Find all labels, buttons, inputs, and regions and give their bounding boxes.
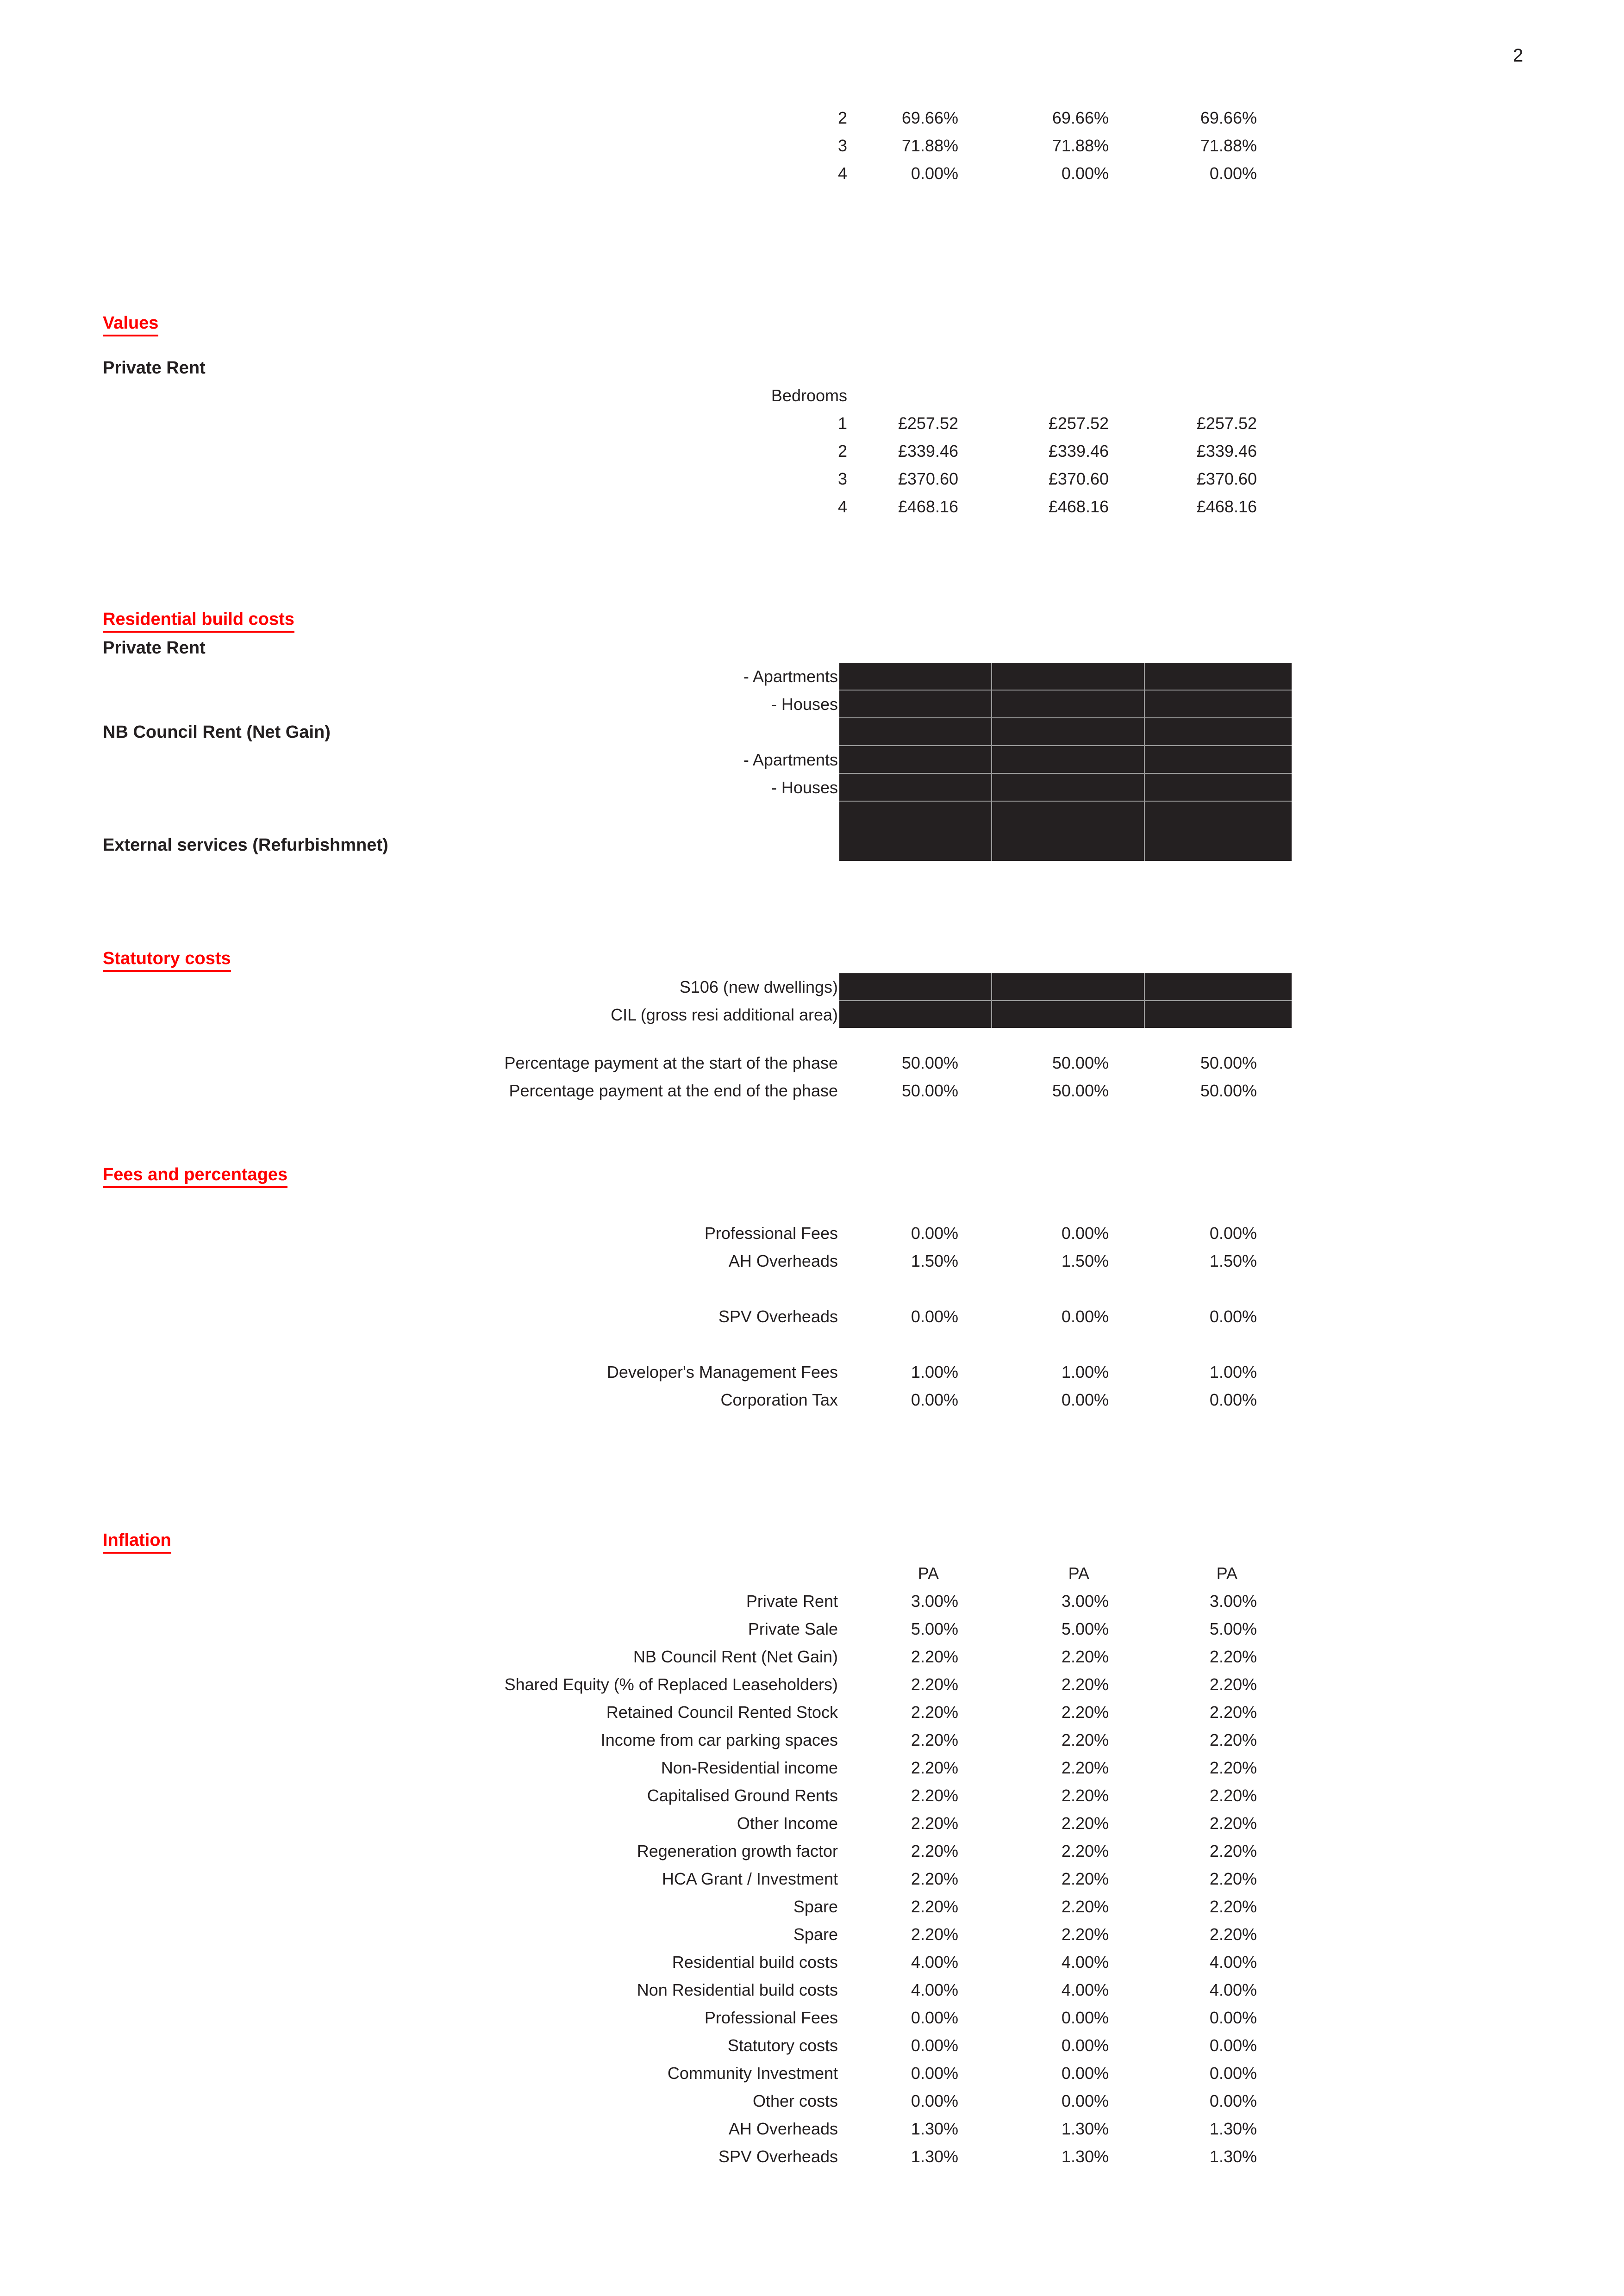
value-col-1: 0.00% bbox=[911, 2064, 958, 2083]
table-row bbox=[0, 2032, 1257, 2060]
value-col-1: £468.16 bbox=[898, 497, 958, 516]
table-row bbox=[0, 1782, 1257, 1810]
value-col-1: 3.00% bbox=[911, 1592, 958, 1611]
value-col-3: 2.20% bbox=[1209, 1703, 1257, 1722]
bedroom-number: 3 bbox=[837, 469, 847, 488]
value-col-2: 1.30% bbox=[1061, 2147, 1109, 2166]
value-col-3: £370.60 bbox=[1196, 469, 1257, 488]
bedroom-number: 2 bbox=[837, 442, 847, 460]
value-col-2: 5.00% bbox=[1061, 1619, 1109, 1638]
value-col-1: 1.00% bbox=[911, 1363, 958, 1381]
section-heading: Values bbox=[103, 313, 158, 336]
value-col-3: 0.00% bbox=[1209, 2091, 1257, 2110]
value-col-3: 2.20% bbox=[1209, 1869, 1257, 1888]
value-col-2: 0.00% bbox=[1061, 1307, 1109, 1326]
table-row bbox=[0, 2087, 1257, 2115]
value-col-3: 4.00% bbox=[1209, 1980, 1257, 1999]
row-label: - Apartments bbox=[743, 750, 838, 769]
section-heading: Residential build costs bbox=[103, 609, 294, 633]
redacted-cell bbox=[1145, 746, 1292, 773]
table-row bbox=[0, 1921, 1257, 1948]
table-row bbox=[0, 1726, 1257, 1754]
row-label: Regeneration growth factor bbox=[637, 1842, 838, 1860]
top-table bbox=[0, 104, 1257, 187]
percentage-payment-table bbox=[0, 1049, 1257, 1105]
value-col-2: 2.20% bbox=[1061, 1842, 1109, 1860]
table-row bbox=[0, 410, 1257, 437]
redacted-cell bbox=[839, 663, 991, 690]
value-col-2: 2.20% bbox=[1061, 1703, 1109, 1722]
table-row bbox=[0, 1699, 1257, 1726]
value-col-3: 0.00% bbox=[1209, 1390, 1257, 1409]
table-row bbox=[0, 1865, 1257, 1893]
row-label: HCA Grant / Investment bbox=[662, 1869, 838, 1888]
value-col-1: 2.20% bbox=[911, 1758, 958, 1777]
value-col-2: 0.00% bbox=[1061, 164, 1109, 183]
table-row bbox=[0, 493, 1257, 521]
value-col-3: 5.00% bbox=[1209, 1619, 1257, 1638]
table-row bbox=[0, 1077, 1257, 1105]
value-col-2: 4.00% bbox=[1061, 1980, 1109, 1999]
table-row bbox=[0, 1615, 1257, 1643]
row-label: Community Investment bbox=[667, 2064, 838, 2083]
value-col-3: 2.20% bbox=[1209, 1675, 1257, 1694]
row-label: SPV Overheads bbox=[718, 1307, 838, 1326]
value-col-3: 0.00% bbox=[1209, 164, 1257, 183]
row-label: Private Sale bbox=[748, 1619, 838, 1638]
row-label: NB Council Rent (Net Gain) bbox=[633, 1647, 838, 1666]
row-label: AH Overheads bbox=[728, 1251, 838, 1270]
redacted-cell bbox=[992, 746, 1144, 773]
redacted-cell bbox=[1145, 973, 1292, 1000]
table-row bbox=[0, 1837, 1257, 1865]
value-col-3: 2.20% bbox=[1209, 1647, 1257, 1666]
redacted-cell bbox=[1145, 663, 1292, 690]
value-col-3: 2.20% bbox=[1209, 1925, 1257, 1944]
redacted-cell bbox=[1145, 718, 1292, 745]
value-col-2: 0.00% bbox=[1061, 2008, 1109, 2027]
value-col-1: 71.88% bbox=[901, 136, 958, 155]
value-col-2: 1.00% bbox=[1061, 1363, 1109, 1381]
table-row bbox=[0, 160, 1257, 187]
row-label: Income from car parking spaces bbox=[600, 1730, 838, 1749]
value-col-3: 1.50% bbox=[1209, 1251, 1257, 1270]
value-col-1: 0.00% bbox=[911, 2036, 958, 2055]
table-row bbox=[0, 1587, 1257, 1615]
value-col-1: 1.50% bbox=[911, 1251, 958, 1270]
value-col-2: 2.20% bbox=[1061, 1814, 1109, 1833]
value-col-1: 0.00% bbox=[911, 2091, 958, 2110]
row-label: Other Income bbox=[737, 1814, 838, 1833]
value-col-2: 0.00% bbox=[1061, 2064, 1109, 2083]
row-label: - Apartments bbox=[743, 667, 838, 686]
value-col-3: 0.00% bbox=[1209, 2036, 1257, 2055]
row-label: Statutory costs bbox=[727, 2036, 838, 2055]
value-col-3: 1.30% bbox=[1209, 2119, 1257, 2138]
value-col-1: 2.20% bbox=[911, 1842, 958, 1860]
value-col-2: £468.16 bbox=[1048, 497, 1109, 516]
table-row bbox=[0, 132, 1257, 160]
pa-header-row bbox=[0, 1560, 1257, 1587]
redacted-cell bbox=[839, 746, 991, 773]
private-rent-subheading: Private Rent bbox=[103, 358, 206, 378]
row-label: Private Rent bbox=[746, 1592, 838, 1611]
redacted-cell bbox=[1145, 774, 1292, 801]
value-col-3: 71.88% bbox=[1200, 136, 1257, 155]
value-col-2: 2.20% bbox=[1061, 1786, 1109, 1805]
value-col-1: 4.00% bbox=[911, 1953, 958, 1972]
value-col-1: 0.00% bbox=[911, 1307, 958, 1326]
redacted-cell bbox=[839, 802, 991, 861]
nb-council-rent-label: NB Council Rent (Net Gain) bbox=[103, 722, 331, 742]
row-label: Residential build costs bbox=[672, 1953, 838, 1972]
redacted-cell bbox=[839, 774, 991, 801]
bedroom-number: 1 bbox=[837, 414, 847, 433]
value-col-1: £257.52 bbox=[898, 414, 958, 433]
table-row bbox=[0, 1303, 1257, 1331]
pa-header-1: PA bbox=[918, 1564, 939, 1583]
inflation-table bbox=[0, 1587, 1257, 2171]
value-col-1: 5.00% bbox=[911, 1619, 958, 1638]
redacted-block-residential bbox=[839, 663, 1292, 861]
value-col-1: 0.00% bbox=[911, 2008, 958, 2027]
value-col-1: 2.20% bbox=[911, 1675, 958, 1694]
value-col-3: 2.20% bbox=[1209, 1842, 1257, 1860]
value-col-2: 1.50% bbox=[1061, 1251, 1109, 1270]
page-number: 2 bbox=[1513, 45, 1524, 66]
value-col-3: 4.00% bbox=[1209, 1953, 1257, 1972]
table-row bbox=[0, 1976, 1257, 2004]
value-col-3: 2.20% bbox=[1209, 1758, 1257, 1777]
row-number: 4 bbox=[837, 164, 847, 183]
row-label: - Houses bbox=[771, 695, 838, 714]
value-col-1: 2.20% bbox=[911, 1869, 958, 1888]
row-label: Professional Fees bbox=[704, 1224, 838, 1243]
value-col-3: £257.52 bbox=[1196, 414, 1257, 433]
external-services-label: External services (Refurbishmnet) bbox=[103, 835, 388, 855]
value-col-3: 2.20% bbox=[1209, 1786, 1257, 1805]
value-col-3: £339.46 bbox=[1196, 442, 1257, 460]
redacted-cell bbox=[1145, 1001, 1292, 1028]
row-label: Non-Residential income bbox=[661, 1758, 838, 1777]
bedroom-number: 4 bbox=[837, 497, 847, 516]
value-col-3: 1.30% bbox=[1209, 2147, 1257, 2166]
redacted-cell bbox=[992, 691, 1144, 717]
row-label: Percentage payment at the start of the phase bbox=[504, 1053, 838, 1072]
table-row bbox=[0, 2060, 1257, 2087]
redacted-cell bbox=[1145, 691, 1292, 717]
value-col-1: 50.00% bbox=[901, 1081, 958, 1100]
value-col-3: 0.00% bbox=[1209, 1307, 1257, 1326]
value-col-3: 50.00% bbox=[1200, 1081, 1257, 1100]
value-col-2: £339.46 bbox=[1048, 442, 1109, 460]
redacted-cell bbox=[992, 663, 1144, 690]
value-col-1: 0.00% bbox=[911, 1390, 958, 1409]
row-label: Spare bbox=[793, 1897, 838, 1916]
row-label: S106 (new dwellings) bbox=[679, 977, 838, 996]
value-col-3: 3.00% bbox=[1209, 1592, 1257, 1611]
value-col-1: 2.20% bbox=[911, 1786, 958, 1805]
row-label: Capitalised Ground Rents bbox=[647, 1786, 838, 1805]
table-row bbox=[0, 1643, 1257, 1671]
value-col-2: 0.00% bbox=[1061, 2036, 1109, 2055]
value-col-1: 2.20% bbox=[911, 1897, 958, 1916]
row-label: Corporation Tax bbox=[720, 1390, 838, 1409]
row-label: Developer's Management Fees bbox=[606, 1363, 838, 1381]
value-col-1: £339.46 bbox=[898, 442, 958, 460]
value-col-2: 0.00% bbox=[1061, 1390, 1109, 1409]
redacted-cell bbox=[992, 802, 1144, 861]
value-col-2: 71.88% bbox=[1052, 136, 1109, 155]
value-col-3: 2.20% bbox=[1209, 1897, 1257, 1916]
value-col-2: 2.20% bbox=[1061, 1897, 1109, 1916]
value-col-2: 3.00% bbox=[1061, 1592, 1109, 1611]
value-col-2: 0.00% bbox=[1061, 2091, 1109, 2110]
row-label: Spare bbox=[793, 1925, 838, 1944]
value-col-3: £468.16 bbox=[1196, 497, 1257, 516]
values-heading bbox=[103, 313, 158, 336]
redacted-cell bbox=[839, 691, 991, 717]
value-col-1: 2.20% bbox=[911, 1647, 958, 1666]
section-heading: Fees and percentages bbox=[103, 1164, 287, 1188]
table-row bbox=[0, 1386, 1257, 1414]
value-col-1: 1.30% bbox=[911, 2119, 958, 2138]
private-rent-subheading-2: Private Rent bbox=[103, 638, 206, 658]
table-row bbox=[0, 1247, 1257, 1275]
value-col-1: 0.00% bbox=[911, 164, 958, 183]
pa-header-2: PA bbox=[1068, 1564, 1089, 1583]
table-row bbox=[0, 2143, 1257, 2171]
value-col-2: 50.00% bbox=[1052, 1081, 1109, 1100]
value-col-1: 50.00% bbox=[901, 1053, 958, 1072]
redacted-cell bbox=[1145, 802, 1292, 861]
table-row bbox=[0, 1893, 1257, 1921]
fees-heading bbox=[103, 1164, 287, 1188]
row-label: Other costs bbox=[752, 2091, 838, 2110]
row-label: Shared Equity (% of Replaced Leaseholders) bbox=[504, 1675, 838, 1694]
row-label: Retained Council Rented Stock bbox=[606, 1703, 838, 1722]
fees-table bbox=[0, 1192, 1257, 1414]
value-col-3: 2.20% bbox=[1209, 1730, 1257, 1749]
table-row bbox=[0, 1049, 1257, 1077]
value-col-2: 2.20% bbox=[1061, 1675, 1109, 1694]
value-col-2: 1.30% bbox=[1061, 2119, 1109, 2138]
value-col-3: 0.00% bbox=[1209, 2008, 1257, 2027]
value-col-2: 2.20% bbox=[1061, 1730, 1109, 1749]
redacted-cell bbox=[992, 973, 1144, 1000]
value-col-1: 2.20% bbox=[911, 1814, 958, 1833]
bedrooms-table bbox=[0, 410, 1257, 521]
row-label: AH Overheads bbox=[728, 2119, 838, 2138]
section-heading: Inflation bbox=[103, 1530, 171, 1554]
value-col-2: £257.52 bbox=[1048, 414, 1109, 433]
statutory-heading bbox=[103, 948, 231, 972]
row-label: Professional Fees bbox=[704, 2008, 838, 2027]
row-number: 2 bbox=[837, 108, 847, 127]
redacted-block-statutory bbox=[839, 973, 1292, 1028]
value-col-1: 1.30% bbox=[911, 2147, 958, 2166]
row-label: Percentage payment at the end of the phase bbox=[509, 1081, 838, 1100]
pa-header-3: PA bbox=[1216, 1564, 1237, 1583]
value-col-1: 2.20% bbox=[911, 1703, 958, 1722]
table-row bbox=[0, 1810, 1257, 1837]
value-col-3: 0.00% bbox=[1209, 2064, 1257, 2083]
value-col-1: 0.00% bbox=[911, 1224, 958, 1243]
value-col-2: 2.20% bbox=[1061, 1925, 1109, 1944]
row-label: - Houses bbox=[771, 778, 838, 797]
inflation-heading bbox=[103, 1530, 171, 1554]
value-col-1: £370.60 bbox=[898, 469, 958, 488]
redacted-cell bbox=[839, 973, 991, 1000]
value-col-2: 2.20% bbox=[1061, 1647, 1109, 1666]
value-col-2: 2.20% bbox=[1061, 1758, 1109, 1777]
value-col-1: 4.00% bbox=[911, 1980, 958, 1999]
bedrooms-header-row bbox=[0, 382, 1257, 410]
value-col-3: 50.00% bbox=[1200, 1053, 1257, 1072]
table-row bbox=[0, 1948, 1257, 1976]
table-row bbox=[0, 437, 1257, 465]
value-col-3: 69.66% bbox=[1200, 108, 1257, 127]
table-row bbox=[0, 2115, 1257, 2143]
row-label: CIL (gross resi additional area) bbox=[611, 1005, 838, 1024]
redacted-cell bbox=[992, 774, 1144, 801]
row-label: Non Residential build costs bbox=[637, 1980, 838, 1999]
table-row bbox=[0, 1358, 1257, 1386]
value-col-1: 69.66% bbox=[901, 108, 958, 127]
value-col-2: 2.20% bbox=[1061, 1869, 1109, 1888]
table-row bbox=[0, 1220, 1257, 1247]
value-col-2: £370.60 bbox=[1048, 469, 1109, 488]
value-col-2: 4.00% bbox=[1061, 1953, 1109, 1972]
redacted-cell bbox=[992, 1001, 1144, 1028]
table-row bbox=[0, 1754, 1257, 1782]
value-col-2: 50.00% bbox=[1052, 1053, 1109, 1072]
table-row bbox=[0, 2004, 1257, 2032]
row-label: SPV Overheads bbox=[718, 2147, 838, 2166]
row-number: 3 bbox=[837, 136, 847, 155]
redacted-cell bbox=[839, 1001, 991, 1028]
table-row bbox=[0, 1671, 1257, 1699]
residential-heading bbox=[103, 609, 294, 633]
redacted-cell bbox=[839, 718, 991, 745]
section-heading: Statutory costs bbox=[103, 948, 231, 972]
value-col-1: 2.20% bbox=[911, 1925, 958, 1944]
value-col-3: 2.20% bbox=[1209, 1814, 1257, 1833]
redacted-cell bbox=[992, 718, 1144, 745]
table-row bbox=[0, 465, 1257, 493]
bedrooms-label: Bedrooms bbox=[771, 386, 847, 405]
table-row bbox=[0, 104, 1257, 132]
value-col-3: 1.00% bbox=[1209, 1363, 1257, 1381]
value-col-2: 0.00% bbox=[1061, 1224, 1109, 1243]
value-col-3: 0.00% bbox=[1209, 1224, 1257, 1243]
value-col-2: 69.66% bbox=[1052, 108, 1109, 127]
value-col-1: 2.20% bbox=[911, 1730, 958, 1749]
